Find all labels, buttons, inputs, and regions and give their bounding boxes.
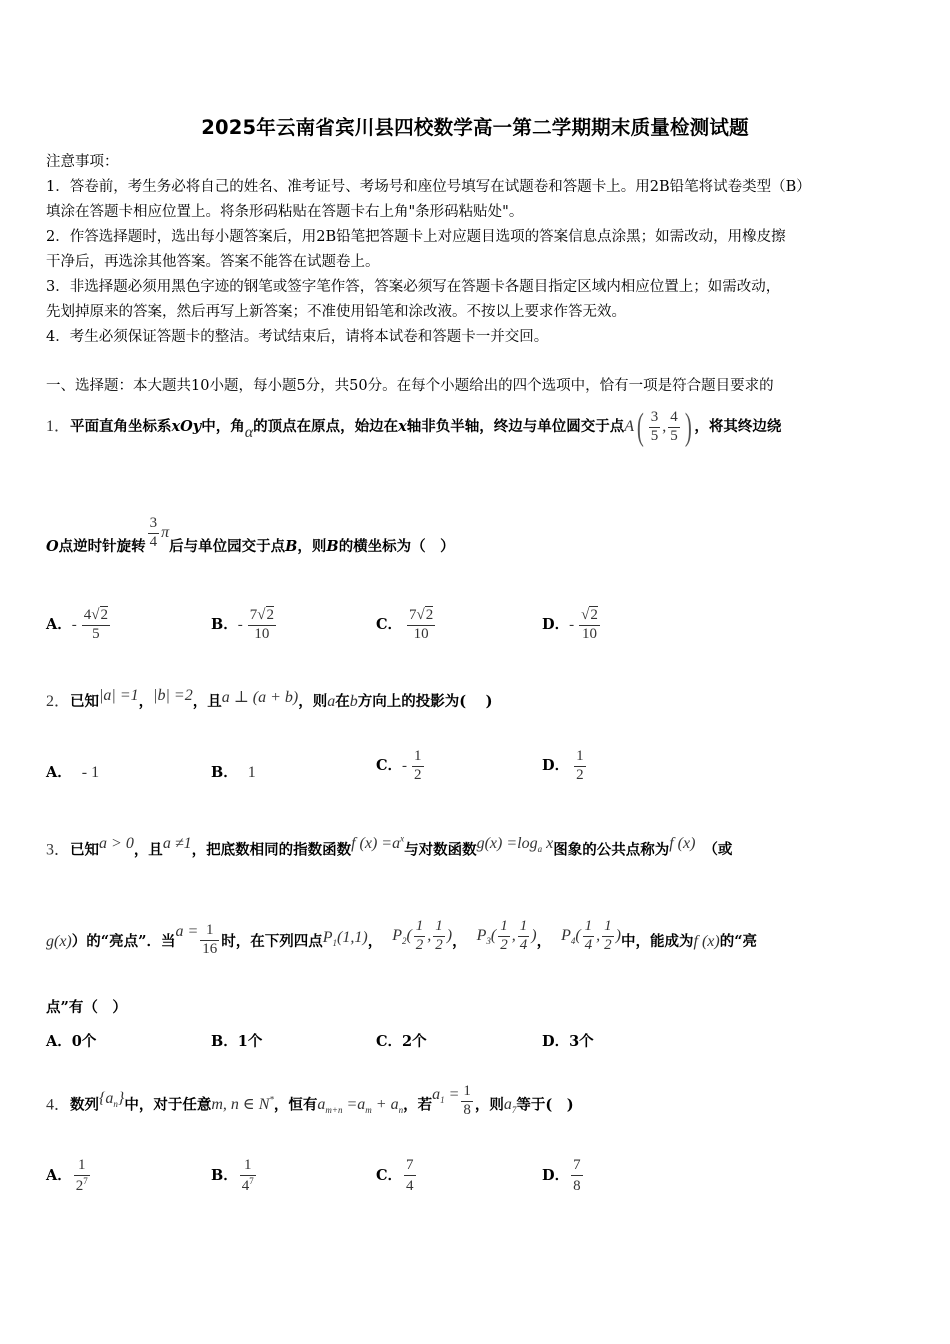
q1-text: ，则 (297, 538, 327, 555)
option-label: A． (46, 764, 72, 781)
option-label: D． (542, 757, 570, 774)
q2-option-d[interactable] (542, 738, 588, 794)
option-fraction: $\frac{7√2}{10}$ (409, 606, 434, 642)
q4-option-d[interactable] (542, 1148, 585, 1204)
q3-a-eq: a = (175, 923, 199, 940)
q3-number: 3． (46, 841, 71, 859)
option-fraction: $\frac{1}{2}$ (576, 747, 584, 783)
q1-text: 轴非负半轴，终边与单位圆交于点 (406, 418, 625, 435)
q1-text: 点逆时针旋转 (58, 538, 146, 555)
option-sign: - (402, 758, 408, 774)
q1-a-y-fraction: $\frac{4}{5}$ (670, 408, 678, 444)
option-label: C． (376, 1033, 403, 1050)
q3-gx: g(x) (46, 933, 72, 950)
left-paren: ( (636, 406, 644, 448)
option-label: C． (376, 1167, 403, 1184)
question-3-line-1 (46, 822, 732, 879)
q1-pi: π (161, 524, 170, 541)
q3-cond-1: a > 0 (99, 835, 134, 853)
notice-line-3: 2．作答选择题时，选出每小题答案后，用2B铅笔把答题卡上对应题目选项的答案信息点涂黑；如需改动，用橡皮擦 (46, 229, 786, 245)
q3-option-d[interactable] (542, 1030, 594, 1054)
q3-text: 与对数函数 (404, 841, 477, 859)
option-label: C． (376, 616, 403, 633)
right-paren: ) (684, 406, 692, 448)
q3-text: 的“亮 (719, 933, 758, 950)
option-label: B． (211, 1167, 238, 1184)
q3-text: ，把底数相同的指数函数 (191, 841, 352, 859)
q4-number: 4． (46, 1096, 71, 1114)
q1-text: 的横坐标为（ ） (338, 538, 455, 555)
q4-relation: $a_{m+n} =a_m + a_n$ (317, 1096, 404, 1116)
option-fraction: $\frac{√2}{10}$ (581, 606, 598, 642)
q4-text: 数列 (70, 1096, 100, 1114)
page-title: 2025年云南省宾川县四校数学高一第二学期期末质量检测试题 (201, 116, 749, 139)
q3-option-a[interactable] (46, 1030, 96, 1054)
q3-sep: ， (452, 933, 467, 950)
option-fraction: $\frac{1}{2}$ (414, 747, 422, 783)
question-3-line-3: 点”有（ ） (46, 999, 127, 1016)
q1-text: 中，角 (201, 418, 245, 435)
option-label: A． (46, 616, 72, 633)
option-fraction: $\frac{4√2}{5}$ (83, 606, 108, 642)
option-label: A． (46, 1033, 72, 1050)
q2-option-a[interactable] (46, 745, 99, 801)
q4-domain: m, n ∈ N* (211, 1095, 274, 1114)
q4-text: ，恒有 (273, 1096, 318, 1114)
question-1-line-2 (46, 512, 455, 562)
option-fraction: $\frac{7√2}{10}$ (249, 606, 274, 642)
q2-norm-b: |b| =2 (153, 687, 193, 704)
q4-text: 等于( ) (516, 1096, 574, 1114)
option-label: C． (376, 757, 403, 774)
q3-a-fraction: $\frac{1}{16}$ (202, 921, 218, 957)
q1-comma: , (662, 418, 667, 435)
q1-point-b: B (326, 538, 339, 555)
option-fraction: $\frac{7}{4}$ (406, 1156, 414, 1194)
q3-text: ，且 (133, 841, 163, 859)
option-sign: - (569, 617, 575, 633)
q2-norm-a: |a| =1 (99, 687, 139, 704)
q1-text: 后与单位园交于点 (169, 538, 286, 555)
question-2 (46, 680, 492, 724)
q3-text: （或 (703, 841, 733, 859)
option-label: D． (542, 1167, 570, 1184)
q1-origin: O (46, 538, 59, 555)
q4-a1-fraction: $\frac{1}{8}$ (463, 1083, 471, 1118)
q1-x: x (398, 418, 407, 435)
q3-point-p3: $P_3$( $\frac{1}{2}$ , $\frac{1}{4}$ ) (476, 918, 537, 953)
q4-option-a[interactable] (46, 1148, 92, 1204)
q3-text: 已知 (70, 841, 100, 859)
q3-fx: f (x) (693, 933, 720, 950)
option-value: 1 (247, 764, 256, 781)
q1-option-c[interactable] (376, 600, 437, 650)
q2-text: ，且 (192, 693, 222, 710)
notice-line-6: 先划掉原来的答案，然后再写上新答案；不准使用铅笔和涂改液。不按以上要求作答无效。 (46, 304, 626, 320)
q2-vector-b: b (349, 693, 358, 710)
q1-text: 的顶点在原点，始边在 (253, 418, 399, 435)
q2-text: 已知 (70, 693, 100, 710)
option-fraction: $\frac{7}{8}$ (573, 1156, 581, 1194)
q2-text: ，则 (298, 693, 328, 710)
option-label: B． (211, 764, 238, 781)
option-sign: - (237, 617, 243, 633)
q1-number: 1． (46, 418, 71, 435)
question-4 (46, 1072, 574, 1139)
q4-option-c[interactable] (376, 1148, 418, 1204)
notice-heading: 注意事项： (46, 154, 119, 170)
option-label: D． (542, 1033, 570, 1050)
question-1-line-1 (46, 402, 781, 452)
q3-option-c[interactable] (376, 1030, 427, 1054)
option-label: B． (211, 1033, 238, 1050)
option-label: B． (211, 616, 238, 633)
q1-text: 平面直角坐标系 (70, 418, 172, 435)
option-value: 0个 (71, 1033, 97, 1050)
q1-point-a: A (624, 418, 635, 435)
notice-line-5: 3．非选择题必须用黑色字迹的钢笔或签字笔作答，答案必须写在答题卡各题目指定区域内相应位置上；如需改动， (46, 279, 781, 295)
q1-point-b: B (285, 538, 298, 555)
q3-fx: f (x) (669, 835, 696, 853)
q1-option-a[interactable] (46, 600, 112, 650)
option-value: 3个 (569, 1033, 594, 1050)
q2-option-b[interactable] (211, 745, 256, 801)
q2-text: 在 (335, 693, 350, 710)
q4-text: ，则 (474, 1096, 504, 1114)
q1-option-b[interactable] (211, 600, 278, 650)
q1-xoy: xOy (171, 418, 202, 435)
section-heading: 一、选择题：本大题共10小题，每小题5分，共50分。在每个小题给出的四个选项中，恰有一项是符合题目要求的 (46, 378, 774, 394)
q4-text: ，若 (403, 1096, 433, 1114)
q1-option-d[interactable] (542, 600, 602, 650)
q3-text: 时，在下列四点 (221, 933, 323, 950)
option-sign: - (71, 617, 77, 633)
q2-text: ， (138, 693, 154, 710)
q3-sep: ， (536, 933, 552, 950)
q3-text: 中，能成为 (621, 933, 694, 950)
q2-text: 方向上的投影为( ) (357, 693, 493, 710)
q2-number: 2． (46, 693, 71, 710)
q1-a-x-fraction: $\frac{3}{5}$ (650, 408, 659, 444)
q3-text: ）的“亮点”．当 (71, 933, 176, 950)
q3-cond-2: a ≠1 (162, 835, 192, 853)
notice-line-2: 填涂在答题卡相应位置上。将条形码粘贴在答题卡右上角"条形码粘贴处"。 (46, 204, 524, 220)
q2-option-c[interactable] (376, 738, 426, 794)
option-fraction: $\frac{1}{4^7}$ (241, 1156, 254, 1194)
q4-option-b[interactable] (211, 1148, 258, 1204)
q3-point-p2: $P_2$( $\frac{1}{2}$ , $\frac{1}{2}$ ) (392, 918, 453, 953)
q1-text: ，将其终边绕 (694, 418, 782, 435)
notice-line-7: 4．考生必须保证答题卡的整洁。考试结束后，请将本试卷和答题卡一并交回。 (46, 329, 549, 345)
q1-rotation-fraction: $\frac{3}{4}$ (149, 514, 158, 550)
option-value: - 1 (81, 764, 100, 781)
option-value: 1个 (237, 1033, 263, 1050)
question-3-line-2 (46, 912, 757, 977)
option-label: D． (542, 616, 570, 633)
q4-a1: $a_1$ = (432, 1086, 460, 1106)
q2-vector-a: a (327, 693, 336, 710)
q3-text: 图象的公共点称为 (553, 841, 670, 859)
q4-text: 中，对于任意 (124, 1096, 212, 1114)
q3-point-p4: $P_4$( $\frac{1}{4}$ , $\frac{1}{2}$ ) (561, 918, 621, 953)
q4-a7: $a_7$ (503, 1096, 517, 1116)
q2-perp: a ⊥ (a + b) (221, 689, 299, 706)
option-fraction: $\frac{1}{2^7}$ (75, 1156, 88, 1194)
notice-line-1: 1．答卷前，考生务必将自己的姓名、准考证号、考场号和座位号填写在试题卷和答题卡上。用2B铅笔将试卷类型（B） (46, 179, 811, 195)
notice-line-4: 干净后，再选涂其他答案。答案不能答在试题卷上。 (46, 254, 380, 270)
q3-option-b[interactable] (211, 1030, 262, 1054)
q1-alpha: α (244, 424, 254, 441)
option-value: 2个 (402, 1033, 427, 1050)
q3-sep: ， (367, 933, 383, 950)
q3-log-function: $g(x) =\log_a$ x (476, 835, 554, 855)
q3-point-p1: $P_1(1,1)$ (322, 929, 368, 949)
q4-sequence: $\{a_n\}$ (99, 1090, 125, 1110)
option-label: A． (46, 1167, 72, 1184)
q3-exp-function: f $(x) =a^x$ (351, 834, 405, 853)
